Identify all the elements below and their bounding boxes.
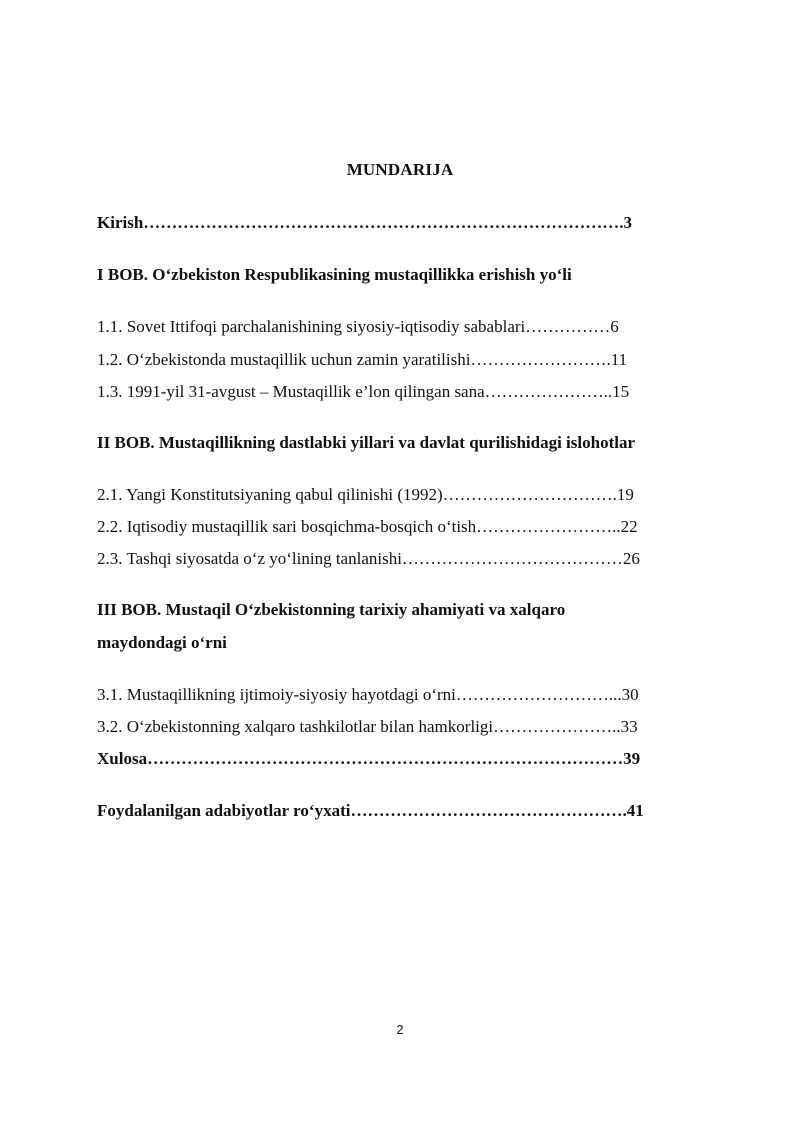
toc-chapter-3-line-1: III BOB. Mustaqil O‘zbekistonning tarixiy ahamiyati va xalqaro <box>97 600 566 619</box>
toc-section-3-1: 3.1. Mustaqillikning ijtimoiy-siyosiy hayotdagi o‘rni………………………...30 <box>97 685 639 704</box>
toc-entry-kirish: Kirish………………………………………………………………………….3 <box>97 213 633 232</box>
toc-section-3-2: 3.2. O‘zbekistonning xalqaro tashkilotlar bilan hamkorligi…………………..33 <box>97 717 638 736</box>
toc-section-1-2: 1.2. O‘zbekistonda mustaqillik uchun zamin yaratilishi…………………….11 <box>97 350 628 369</box>
page-number: 2 <box>396 1022 404 1037</box>
toc-chapter-2: II BOB. Mustaqillikning dastlabki yillari va davlat qurilishidagi islohotlar <box>97 433 635 452</box>
page-title: MUNDARIJA <box>346 160 454 179</box>
toc-section-2-1: 2.1. Yangi Konstitutsiyaning qabul qilinishi (1992)………………………….19 <box>97 485 634 504</box>
toc-chapter-1: I BOB. O‘zbekiston Respublikasining mustaqillikka erishish yo‘li <box>97 265 572 284</box>
toc-entry-adabiyotlar: Foydalanilgan adabiyotlar ro‘yxati………………………………………….41 <box>97 801 644 820</box>
toc-section-1-1: 1.1. Sovet Ittifoqi parchalanishining siyosiy-iqtisodiy sabablari……………6 <box>97 317 619 336</box>
toc-section-2-2: 2.2. Iqtisodiy mustaqillik sari bosqichma-bosqich o‘tish……………………..22 <box>97 517 638 536</box>
toc-entry-xulosa: Xulosa…………………………………………………………………………39 <box>97 749 641 768</box>
toc-section-1-3: 1.3. 1991-yil 31-avgust – Mustaqillik e’lon qilingan sana…………………..15 <box>97 382 630 401</box>
toc-section-2-3: 2.3. Tashqi siyosatda o‘z yo‘lining tanlanishi…………………………………26 <box>97 549 640 568</box>
toc-chapter-3-line-2: maydondagi o‘rni <box>97 633 227 652</box>
